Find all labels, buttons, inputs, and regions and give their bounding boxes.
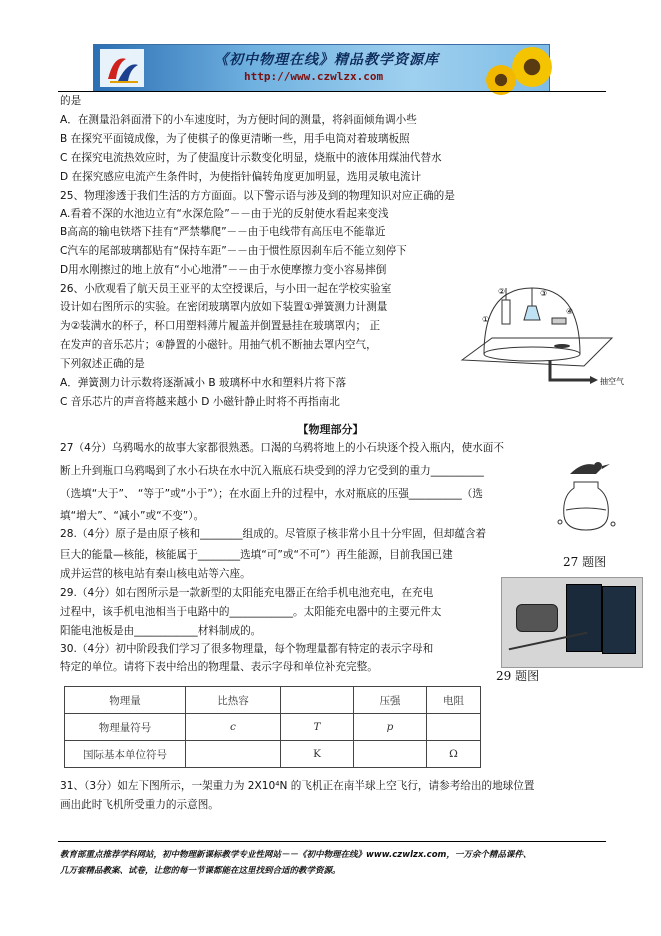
solar-panel xyxy=(602,586,636,654)
text-line: C 在探究电流热效应时，为了使温度计示数变化明显，烧瓶中的液体用煤油代替水 xyxy=(60,152,442,164)
table-cell[interactable] xyxy=(427,714,481,741)
text-line: 画出此时飞机所受重力的示意图。 xyxy=(60,799,219,811)
table-cell: 国际基本单位符号 xyxy=(65,741,186,768)
footer-line: 教育部重点推荐学科网站，初中物理新课标教学专业性网站－－《初中物理在线》www.czwlzx.com，一万余个精品课件、 xyxy=(60,850,532,860)
figure-29-caption: 29 题图 xyxy=(496,669,540,683)
text-line: A.看着不深的水池边立有“水深危险”－－由于光的反射使水看起来变浅 xyxy=(60,208,389,220)
figure-label: ① xyxy=(482,315,490,324)
text-line: A．在测量沿斜面滑下的小车速度时，为方便时间的测量，将斜面倾角调小些 xyxy=(60,114,417,126)
table-cell: 物理量符号 xyxy=(65,714,186,741)
quantity-table xyxy=(64,686,481,768)
text-line: （选填“大于”、 “等于”或“小于”）；在水面上升的过程中，水对瓶底的压强__________（选 xyxy=(60,488,483,500)
figure-27-caption: 27 题图 xyxy=(563,555,607,569)
table-cell: c xyxy=(186,714,281,741)
text-line: 巨大的能量—核能，核能属于________选填“可”或“不可”）再生能源，目前我国已建 xyxy=(60,549,453,561)
header-rule xyxy=(58,91,606,92)
footer-line: 几万套精品教案、试卷，让您的每一节课都能在这里找到合适的教学资源。 xyxy=(60,866,341,876)
figure-label: ② xyxy=(498,287,506,296)
solar-panel xyxy=(566,584,602,652)
table-cell: T xyxy=(281,714,354,741)
sunflower-decoration xyxy=(512,47,552,87)
text-line: 过程中，该手机电池相当于电路中的____________。太阳能充电器中的主要元件太 xyxy=(60,606,442,618)
banner-title: 《初中物理在线》精品教学资源库 xyxy=(214,52,439,68)
table-cell: 电阻 xyxy=(427,687,481,714)
text-line: D 在探究感应电流产生条件时，为使指针偏转角度更加明显，选用灵敏电流计 xyxy=(60,171,422,183)
text-line: 填“增大”、“减小”或“不变”）。 xyxy=(60,510,205,522)
text-line: C汽车的尾部玻璃都贴有“保持车距”－－由于惯性原因刹车后不能立刻停下 xyxy=(60,245,407,257)
text-line: 下列叙述正确的是 xyxy=(60,358,145,370)
text-line: 26、小欣观看了航天员王亚平的太空授课后，与小田一起在学校实验室 xyxy=(60,283,392,295)
text-line: 断上升到瓶口乌鸦喝到了水小石块在水中沉入瓶底石块受到的浮力它受到的重力__________ xyxy=(60,465,484,477)
text-line: 特定的单位。请将下表中给出的物理量、表示字母和单位补充完整。 xyxy=(60,661,378,673)
banner-url[interactable]: http://www.czwlzx.com xyxy=(244,70,384,83)
figure-label: ④ xyxy=(566,307,574,316)
figure-29-solar-charger-photo xyxy=(501,577,643,668)
text-line: 在发声的音乐芯片；④静置的小磁针。用抽气机不断抽去罩内空气， xyxy=(60,339,377,351)
text-line: A．弹簧测力计示数将逐渐减小 B 玻璃杯中水和塑料片将下落 xyxy=(60,377,347,389)
text-line: 为②装满水的杯子，杯口用塑料薄片履盖并倒置悬挂在玻璃罩内； 正 xyxy=(60,320,381,332)
table-row xyxy=(65,741,481,768)
table-cell[interactable] xyxy=(186,741,281,768)
text-line: B 在探究平面镜成像，为了使棋子的像更清晰一些，用手电筒对着玻璃板照 xyxy=(60,133,410,145)
table-cell: p xyxy=(354,714,427,741)
text-line: 25、物理渗透于我们生活的方方面面。以下警示语与涉及到的物理知识对应正确的是 xyxy=(60,190,455,202)
text-line: 阳能电池板是由____________材料制成的。 xyxy=(60,625,262,637)
figure-label-air: 抽空气 xyxy=(600,377,624,386)
text-line: 的是 xyxy=(60,95,82,107)
table-cell: 物理量 xyxy=(65,687,186,714)
text-line: 成并运营的核电站有秦山核电站等六座。 xyxy=(60,568,251,580)
table-row xyxy=(65,687,481,714)
text-line: C 音乐芯片的声音将越来越小 D 小磁针静止时将不再指南北 xyxy=(60,396,340,408)
figure-27-crow-bottle xyxy=(556,452,618,534)
table-row xyxy=(65,714,481,741)
text-line: 28.（4分）原子是由原子核和________组成的。尽管原子核非常小且十分牢固，但却蕴含着 xyxy=(60,528,487,540)
table-cell: 比热容 xyxy=(186,687,281,714)
table-cell[interactable] xyxy=(281,687,354,714)
header-banner xyxy=(93,44,550,92)
text-line: 30.（4分）初中阶段我们学习了很多物理量，每个物理量都有特定的表示字母和 xyxy=(60,643,434,655)
table-cell: Ω xyxy=(427,741,481,768)
text-line: 设计如右图所示的实验。在密闭玻璃罩内放如下装置①弹簧测力计测量 xyxy=(60,301,388,313)
footer-rule xyxy=(58,841,606,842)
text-line: D用水刚擦过的地上放有“小心地滑”－－由于水使摩擦力变小容易摔倒 xyxy=(60,264,387,276)
text-line: 29.（4分）如右图所示是一款新型的太阳能充电器正在给手机电池充电，在充电 xyxy=(60,587,434,599)
table-cell[interactable] xyxy=(354,741,427,768)
table-cell: K xyxy=(281,741,354,768)
figure-label: ③ xyxy=(540,289,548,298)
text-line: 27（4分）乌鸦喝水的故事大家都很熟悉。口渴的乌鸦将地上的小石块逐个投入瓶内，使水面不 xyxy=(60,442,504,454)
figure-26-bell-jar xyxy=(462,282,624,394)
site-logo-icon xyxy=(100,49,144,87)
table-cell: 压强 xyxy=(354,687,427,714)
phone-battery xyxy=(516,604,558,632)
text-line: B高高的输电铁塔下挂有“严禁攀爬”－－由于电线带有高压电不能靠近 xyxy=(60,226,386,238)
text-line: 31、（3分）如左下图所示，一架重力为 2X10⁴N 的飞机正在南半球上空飞行，请参考给出的地球位置 xyxy=(60,780,535,792)
section-heading: 【物理部分】 xyxy=(297,423,364,436)
